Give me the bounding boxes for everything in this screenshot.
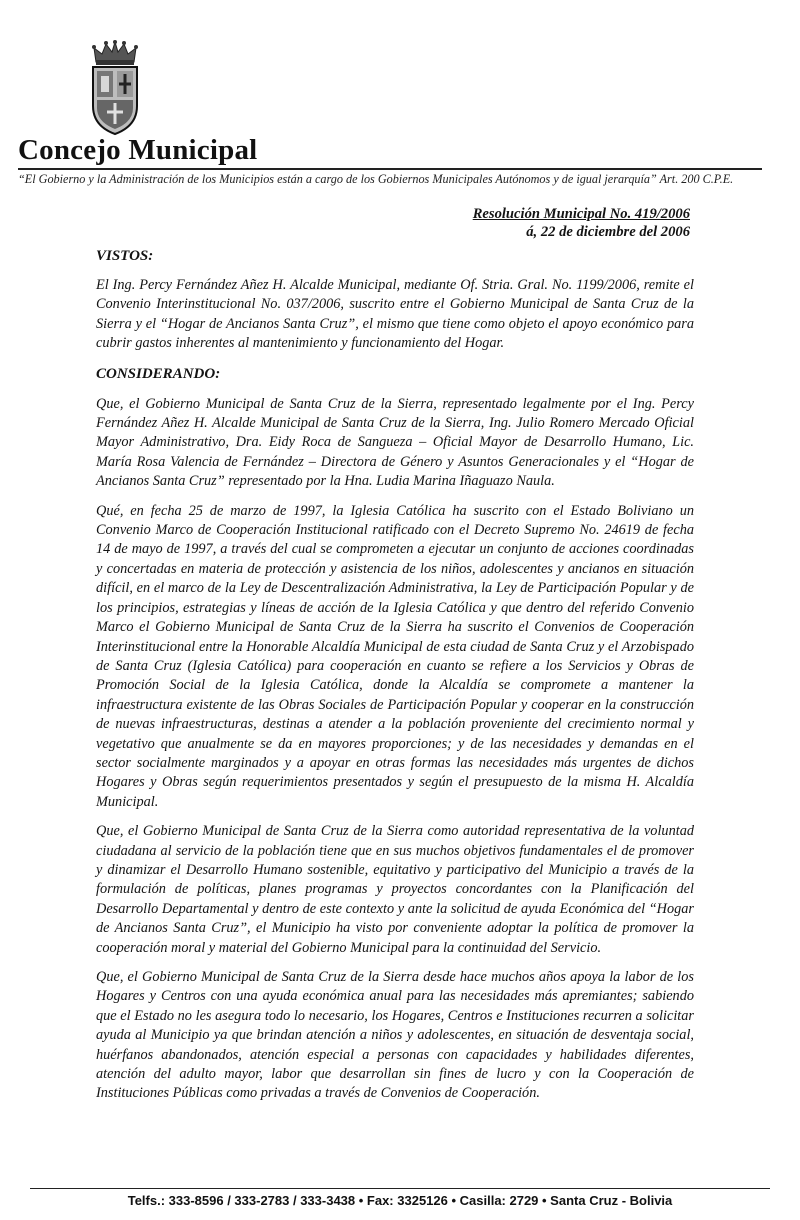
vistos-heading: VISTOS:: [96, 248, 154, 264]
coat-of-arms-icon: [88, 40, 142, 136]
considerando-paragraph: Que, el Gobierno Municipal de Santa Cruz de la Sierra desde hace muchos años apoya la labor de los Hogares y Centros con una ayuda económica anual para las necesidades más apremiantes; sabiendo que el Estado no les asegura todo lo necesario, los Hogares, Centros e Instituciones recurren a solicitar ayuda al Municipio ya que brindan atención a niños y adolescentes, en situación de desventaja social, huérfanos abandonados, atención especial a personas con capacidades y habilidades diferentes, atención del adulto mayor, labor que desarrollan sin fines de lucro y con la Cooperación de Instituciones Públicas como privadas a través de Convenios de Cooperación.: [96, 969, 694, 1102]
document-body: [96, 246, 694, 1104]
footer-divider: [30, 1188, 770, 1189]
resolution-block: [473, 205, 690, 241]
resolution-date: á, 22 de diciembre del 2006: [526, 224, 690, 240]
considerando-heading: CONSIDERANDO:: [96, 365, 221, 382]
vistos-paragraph: El Ing. Percy Fernández Añez H. Alcalde Municipal, mediante Of. Stria. Gral. No. 1199/2006, remite el Convenio Interinstitucional No. 037/2006, suscrito entre el Gobierno Municipal de Santa Cruz de la Sierra y el “Hogar de Ancianos Santa Cruz”, el mismo que tiene como objeto el apoyo económico para cubrir gastos inherentes al mantenimiento y funcionamiento del Hogar.: [96, 277, 694, 352]
considerando-paragraph: Qué, en fecha 25 de marzo de 1997, la Iglesia Católica ha suscrito con el Estado Boliviano un Convenio Marco de Cooperación Institucional ratificado con el Decreto Supremo No. 24619 de fecha 14 de mayo de 1997, a través del cual se comprometen a ejecutar un conjunto de acciones coordinadas y concertadas en materia de protección y asistencia de los niños, adolescentes y ancianos en situación difícil, en el marco de la Ley de Descentralización Administrativa, la Ley de Participación Popular y de los principios, estrategias y líneas de acción de la Iglesia Católica y que dentro del referido Convenio Marco el Gobierno Municipal de Santa Cruz de la Sierra ha suscrito el Convenios de Cooperación Interinstitucional entre la Honorable Alcaldía Municipal de esta ciudad de Santa Cruz y el Arzobispado de Santa Cruz (Iglesia Católica) para cooperación en cuanto se refiere a los Servicios y Obras de Promoción Social de la Iglesia Católica, donde la Alcaldía se compromete a mantener la infraestructura existente de las Obras Sociales de Participación Popular y cooperar en la construcción de nuevas infraestructuras, destinas a atender a la población proveniente del crecimiento normal y vegetativo que anualmente se da en mayores proporciones; y de las necesidades y demandas en el sector socialmente marginados y a apoyar en otras formas las necesidades más urgentes de dichos Hogares y Obras según requerimientos presentados y según el presupuesto de la misma H. Alcaldía Municipal.: [96, 502, 694, 810]
header-divider: [18, 168, 762, 170]
considerando-paragraph: Que, el Gobierno Municipal de Santa Cruz de la Sierra como autoridad representativa de la voluntad ciudadana al servicio de la población tiene que en sus muchos objetivos fundamentales el de promover y dinamizar el Desarrollo Humano sostenible, equitativo y participativo del Municipio a través de la formulación de políticas, planes programas y proyectos concordantes con la Planificación del Desarrollo Departamental y dentro de este contexto y ante la solicitud de ayuda Económica del “Hogar de Ancianos Santa Cruz”, el Municipio ha visto por conveniente adoptar la política de promover la cooperación moral y material del Gobierno Municipal para la continuidad del Servicio.: [96, 823, 694, 956]
organization-name: Concejo Municipal: [18, 134, 258, 166]
header-motto: “El Gobierno y la Administración de los Municipios están a cargo de los Gobiernos Municipales Autónomos y de igual jerarquía” Art. 200 C.P.E.: [18, 172, 734, 186]
considerando-paragraph: Que, el Gobierno Municipal de Santa Cruz de la Sierra, representado legalmente por el Ing. Percy Fernández Añez H. Alcalde Municipal de Santa Cruz de la Sierra, Ing. Julio Romero Mercado Oficial Mayor Administrativo, Dra. Eidy Roca de Sangueza – Oficial Mayor de Desarrollo Humano, Lic. María Rosa Valencia de Fernández – Directora de Género y Asuntos Generacionales y el “Hogar de Ancianos Santa Cruz” representado por la Hna. Ludia Marina Iñaguazo Naula.: [96, 395, 694, 490]
resolution-number: Resolución Municipal No. 419/2006: [472, 206, 690, 222]
footer-contact: Telfs.: 333-8596 / 333-2783 / 333-3438 • Fax: 3325126 • Casilla: 2729 • Santa Cruz - Bolivia: [127, 1193, 673, 1208]
